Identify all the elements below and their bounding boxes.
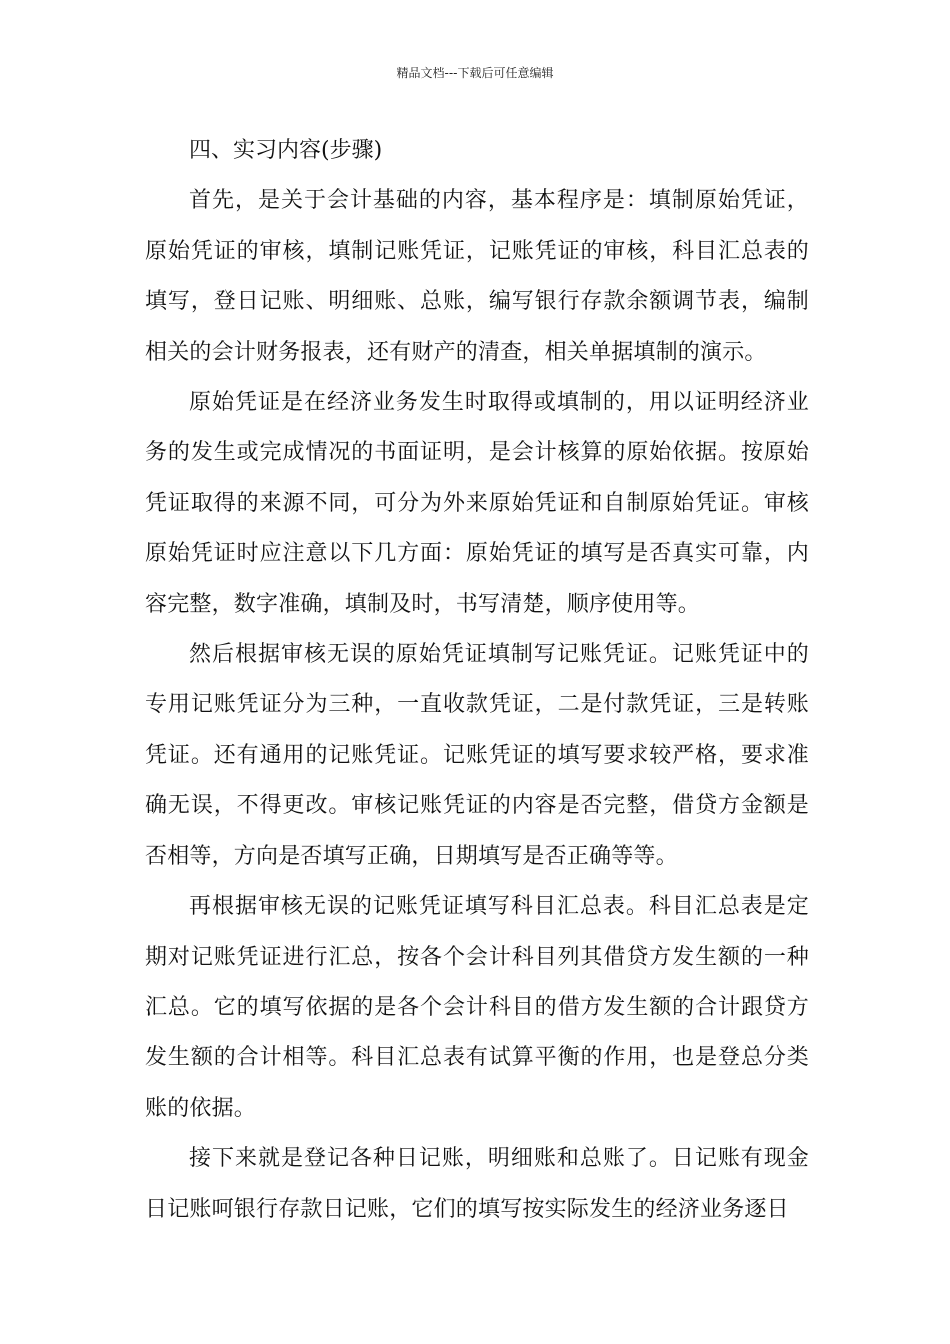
section-title: 四、实习内容(步骤) xyxy=(189,138,383,163)
paragraph-journals: 接下来就是登记各种日记账，明细账和总账了。日记账有现金日记账呵银行存款日记账，它们的填写按实际发生的经济业务逐日 xyxy=(145,1146,809,1222)
paragraph-original-vouchers: 原始凭证是在经济业务发生时取得或填制的，用以证明经济业务的发生或完成情况的书面证明，是会计核算的原始依据。按原始凭证取得的来源不同，可分为外来原始凭证和自制原始凭证。审核原始凭证时应注意以下几方面：原始凭证的填写是否真实可靠，内容完整，数字准确，填制及时，书写清楚，顺序使用等。 xyxy=(145,390,809,617)
paragraph-accounting-basics: 首先，是关于会计基础的内容，基本程序是：填制原始凭证，原始凭证的审核，填制记账凭证，记账凭证的审核，科目汇总表的填写，登日记账、明细账、总账，编写银行存款余额调节表，编制相关的会计财务报表，还有财产的清查，相关单据填制的演示。 xyxy=(145,188,809,365)
paragraph-account-summary: 再根据审核无误的记账凭证填写科目汇总表。科目汇总表是定期对记账凭证进行汇总，按各个会计科目列其借贷方发生额的一种汇总。它的填写依据的是各个会计科目的借方发生额的合计跟贷方发生额的合计相等。科目汇总表有试算平衡的作用，也是登总分类账的依据。 xyxy=(145,894,809,1121)
page-header: 精品文档---下载后可任意编辑 xyxy=(396,66,554,80)
paragraph-bookkeeping-vouchers: 然后根据审核无误的原始凭证填制写记账凭证。记账凭证中的专用记账凭证分为三种，一直收款凭证，二是付款凭证，三是转账凭证。还有通用的记账凭证。记账凭证的填写要求较严格，要求准确无误，不得更改。审核记账凭证的内容是否完整，借贷方金额是否相等，方向是否填写正确，日期填写是否正确等等。 xyxy=(145,642,809,869)
document-body xyxy=(145,126,809,1235)
